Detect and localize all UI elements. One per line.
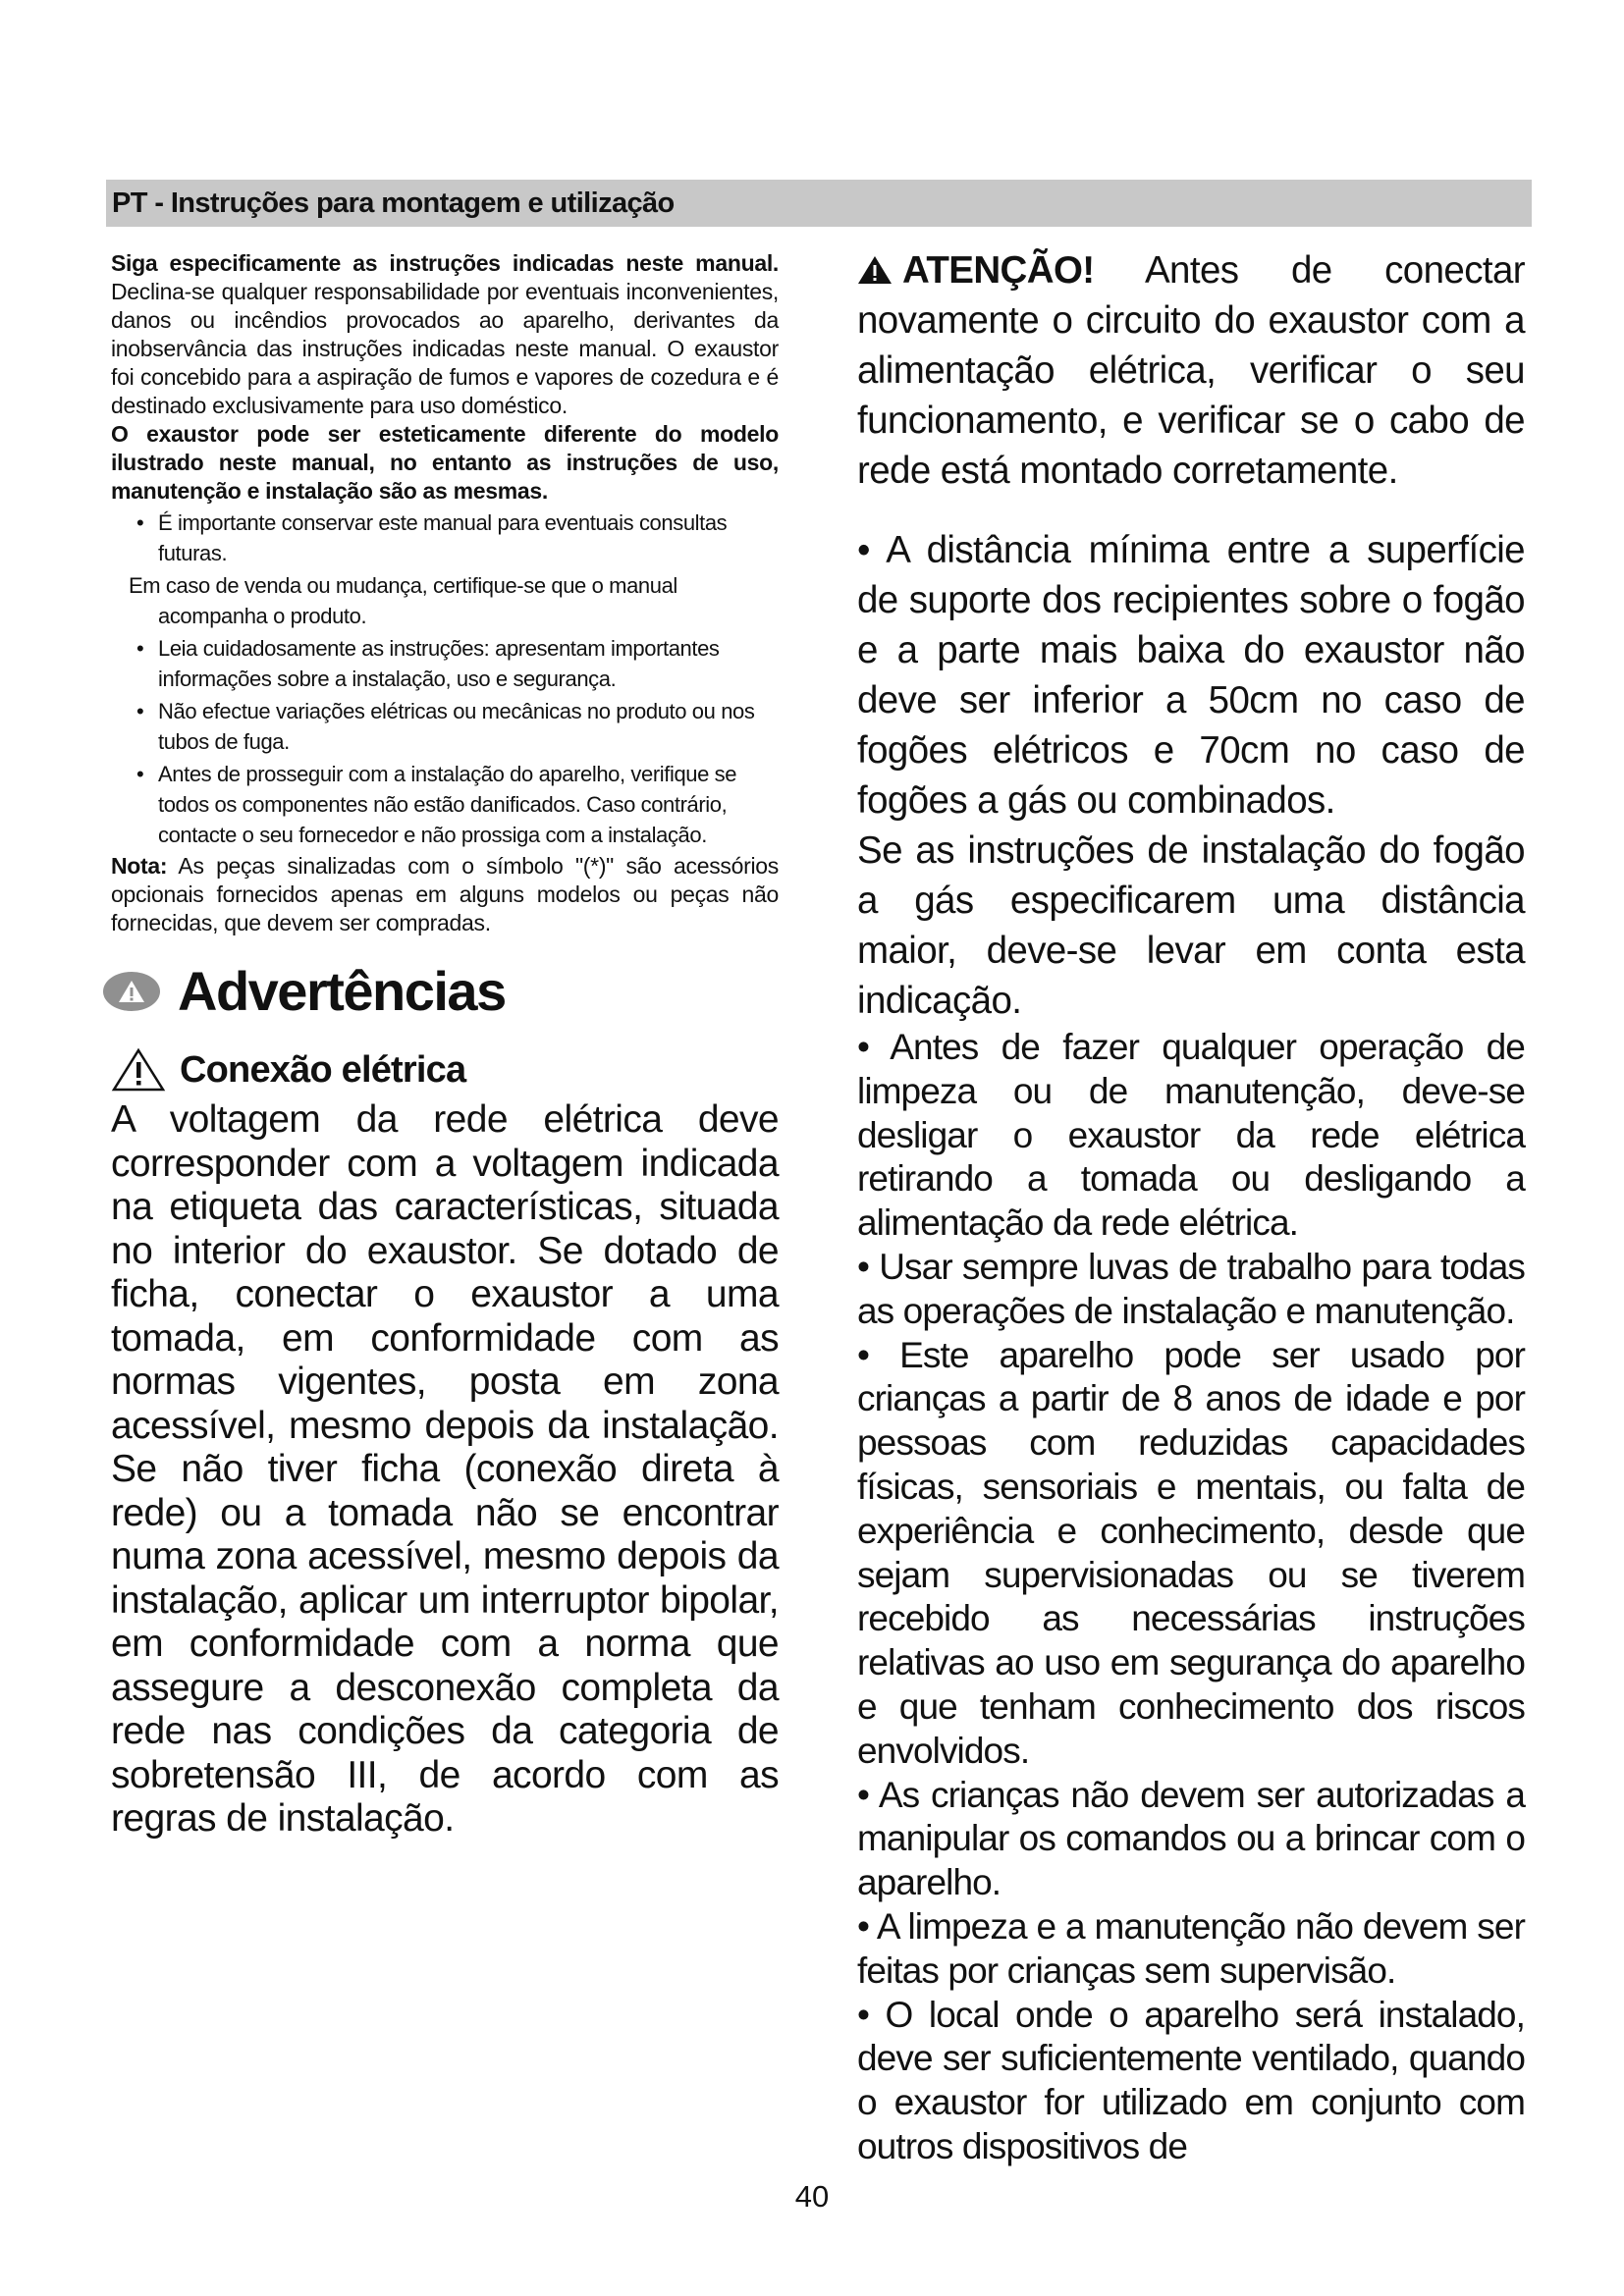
nota-paragraph [111, 852, 779, 937]
list-item: • Não efectue variações elétricas ou mecânicas no produto ou nos tubos de fuga. [136, 699, 755, 754]
conexao-heading [111, 1047, 779, 1093]
ventilacao-paragraph: • O local onde o aparelho será instalado, deve ser suficientemente ventilado, quando o exaustor for utilizado em conjunto com outros dispositivos de [857, 1994, 1525, 2166]
nota-label: Nota: [111, 853, 168, 879]
comandos-paragraph: • As crianças não devem ser autorizadas a manipular os comandos ou a brincar com o aparelho. [857, 1774, 1525, 1903]
limpeza-paragraph: • Antes de fazer qualquer operação de limpeza ou de manutenção, deve-se desligar o exaustor da rede elétrica retirando a tomada ou desligando a alimentação da rede elétrica. [857, 1027, 1525, 1244]
right-column [857, 245, 1525, 2169]
atencao-text: Antes de conectar novamente o circuito do exaustor com a alimentação elétrica, verificar o seu funcionamento, e verificar se o cabo de rede está montado corretamente. [857, 249, 1525, 492]
luvas-paragraph: • Usar sempre luvas de trabalho para todas as operações de instalação e manutenção. [857, 1246, 1525, 1331]
warning-triangle-icon [111, 1047, 166, 1093]
supervisao-paragraph: • A limpeza e a manutenção não devem ser feitas por crianças sem supervisão. [857, 1905, 1525, 1991]
atencao-paragraph [857, 245, 1525, 496]
intro-bold: Siga especificamente as instruções indicadas neste manual. [111, 250, 779, 276]
list-item: • Leia cuidadosamente as instruções: apresentam importantes informações sobre a instalação, uso e segurança. [136, 636, 720, 691]
conexao-text: A voltagem da rede elétrica deve corresponder com a voltagem indicada na etiqueta das características, situada no interior do exaustor. Se dotado de ficha, conectar o exaustor a uma tomada, em conformidade com as normas vigentes, posta em zona acessível, mesmo depois da instalação. Se não tiver ficha (conexão direta à rede) ou a tomada não se encontrar numa zona acessível, mesmo depois da instalação, aplicar um interruptor bipolar, em conformidade com a norma que assegure a desconexão completa da rede nas condições da categoria de sobretensão III, de acordo com as regras de instalação. [111, 1098, 779, 1840]
advertencias-title: Advertências [178, 960, 506, 1022]
page-number: 40 [794, 2179, 830, 2214]
instruction-list [111, 507, 779, 850]
list-item: Em caso de venda ou mudança, certifique-se que o manual acompanha o produto. [129, 573, 677, 628]
model-note: O exaustor pode ser esteticamente diferente do modelo ilustrado neste manual, no entanto as instruções de uso, manutenção e instalação são as mesmas. [111, 421, 779, 504]
list-item: • É importante conservar este manual para eventuais consultas futuras. [136, 510, 728, 565]
section-header [106, 180, 1532, 227]
list-item: • Antes de prosseguir com a instalação do aparelho, verifique se todos os componentes não estão danificados. Caso contrário, contacte o seu fornecedor e não prossiga com a instalação. [136, 762, 737, 847]
warning-triangle-filled-icon [857, 255, 893, 285]
distancia-paragraph-2: Se as instruções de instalação do fogão a gás especificarem uma distância maior, deve-se levar em conta esta indicação. [857, 829, 1525, 1022]
criancas-paragraph: • Este aparelho pode ser usado por crianças a partir de 8 anos de idade e por pessoas com reduzidas capacidades físicas, sensoriais e mentais, ou falta de experiência e conhecimento, desde que sejam supervisionadas ou se tiverem recebido as necessárias instruções relativas ao uso em segurança do aparelho e que tenham conhecimento dos riscos envolvidos. [857, 1334, 1525, 1771]
advertencias-heading [103, 957, 779, 1026]
distancia-paragraph: • A distância mínima entre a superfície de suporte dos recipientes sobre o fogão e a parte mais baixa do exaustor não deve ser inferior a 50cm no caso de fogões elétricos e 70cm no caso de fogões a gás ou combinados. [857, 529, 1525, 822]
intro-text: Declina-se qualquer responsabilidade por eventuais inconvenientes, danos ou incêndios provocados ao aparelho, derivantes da inobservância das instruções indicadas neste manual. O exaustor foi concebido para a aspiração de fumos e vapores de cozedura e é destinado exclusivamente para uso doméstico. [111, 279, 779, 418]
section-header-title: PT - Instruções para montagem e utilização [112, 187, 675, 219]
conexao-title: Conexão elétrica [180, 1048, 466, 1091]
left-column [111, 249, 779, 1842]
warning-circle-icon [103, 972, 160, 1011]
atencao-label: ATENÇÃO! [902, 249, 1095, 292]
intro-paragraph [111, 249, 779, 420]
nota-text: As peças sinalizadas com o símbolo "(*)" são acessórios opcionais fornecidos apenas em alguns modelos ou peças não fornecidas, que devem ser compradas. [111, 853, 779, 935]
